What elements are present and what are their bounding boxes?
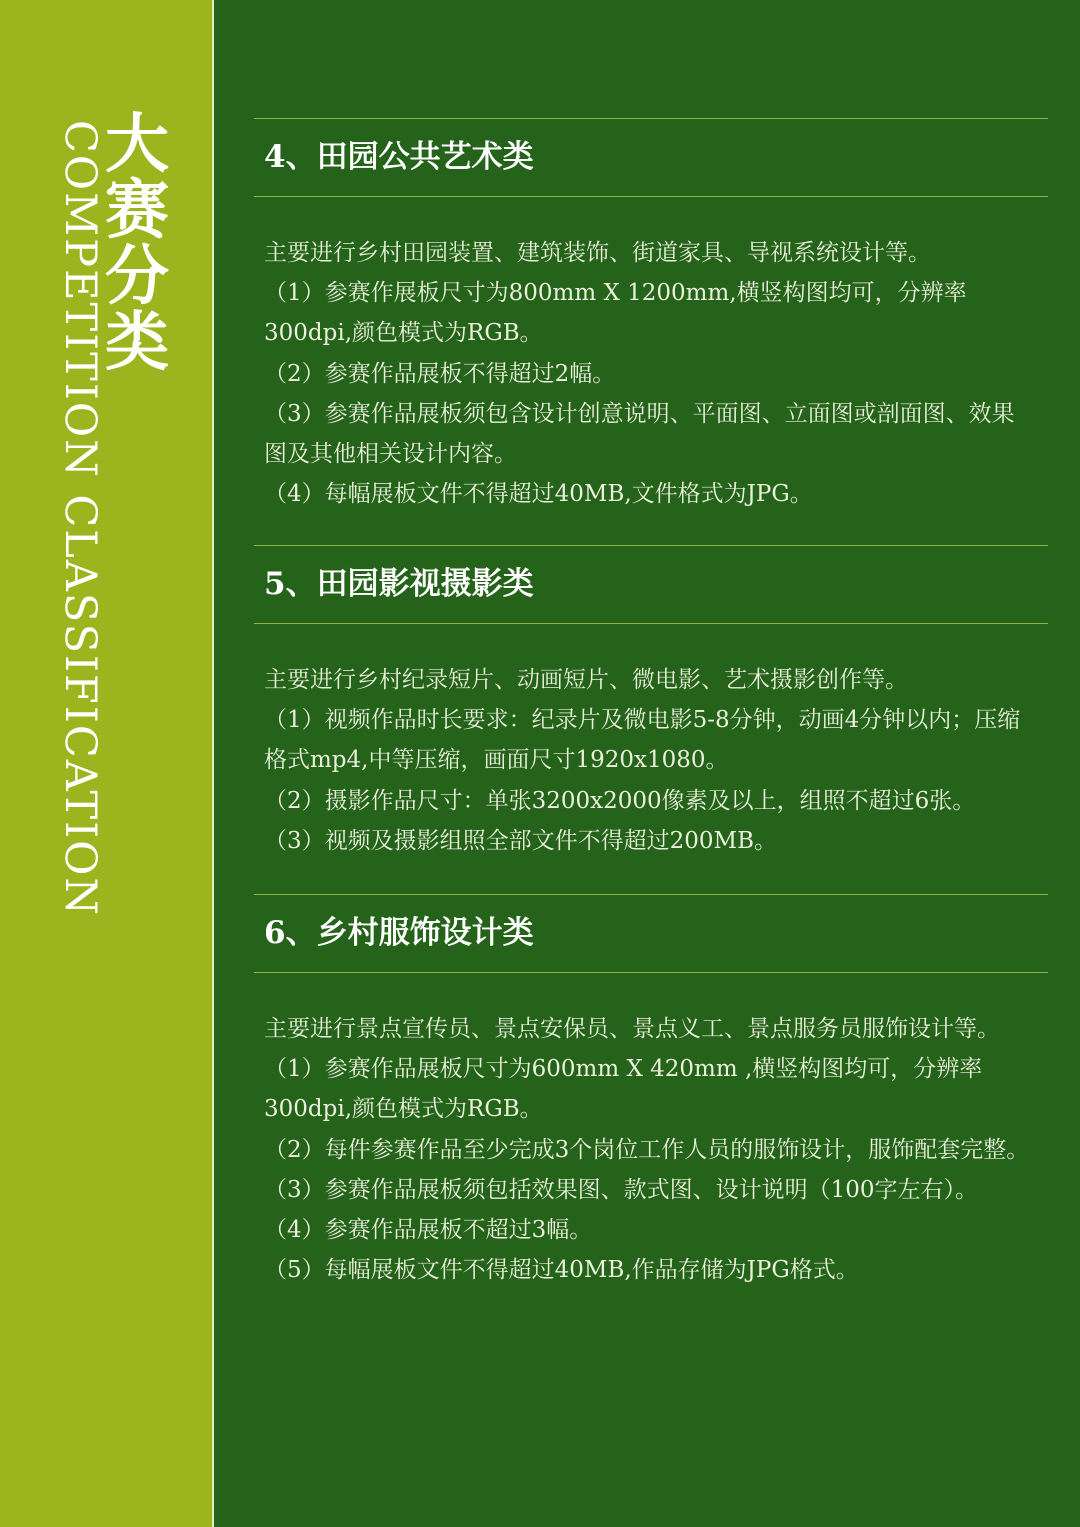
- body-line: 300dpi,颜色模式为RGB。: [264, 320, 543, 347]
- body-line: （4）每幅展板文件不得超过40MB,文件格式为JPG。: [264, 481, 813, 508]
- body-line: （1）参赛作展板尺寸为800mm X 1200mm,横竖构图均可，分辨率: [264, 280, 967, 307]
- body-line: 格式mp4,中等压缩，画面尺寸1920x1080。: [264, 747, 729, 774]
- body-line: （4）参赛作品展板不超过3幅。: [264, 1217, 593, 1244]
- body-line: 主要进行乡村纪录短片、动画短片、微电影、艺术摄影创作等。: [264, 667, 908, 693]
- section-title: 6、乡村服饰设计类: [264, 915, 534, 951]
- sidebar-title-cn: 大赛分类: [105, 107, 169, 380]
- main-content: [254, 118, 1048, 1309]
- section-body: [254, 197, 1048, 545]
- body-line: （2）参赛作品展板不得超过2幅。: [264, 360, 616, 387]
- body-line: （3）视频及摄影组照全部文件不得超过200MB。: [264, 827, 777, 854]
- body-line: 主要进行景点宣传员、景点安保员、景点义工、景点服务员服饰设计等。: [264, 1016, 1000, 1042]
- body-line: （1）视频作品时长要求：纪录片及微电影5-8分钟，动画4分钟以内；压缩: [264, 707, 1021, 734]
- section-film-photo: [254, 545, 1048, 894]
- sidebar-title-en: COMPETITION CLASSIFICATION: [55, 120, 105, 918]
- body-line: 300dpi,颜色模式为RGB。: [264, 1096, 543, 1123]
- body-line: 图及其他相关设计内容。: [264, 441, 517, 468]
- body-line: （1）参赛作品展板尺寸为600mm X 420mm ,横竖构图均可，分辨率: [264, 1056, 983, 1083]
- sidebar-divider: [212, 0, 214, 1527]
- body-line: （2）每件参赛作品至少完成3个岗位工作人员的服饰设计，服饰配套完整。: [264, 1136, 1030, 1163]
- section-body: [254, 624, 1048, 894]
- body-line: （3）参赛作品展板须包括效果图、款式图、设计说明（100字左右）。: [264, 1176, 979, 1203]
- section-public-art: [254, 118, 1048, 545]
- section-body: [254, 973, 1048, 1309]
- body-line: （2）摄影作品尺寸：单张3200x2000像素及以上，组照不超过6张。: [264, 787, 976, 814]
- section-title: 4、田园公共艺术类: [264, 139, 534, 175]
- sidebar: [0, 0, 212, 1527]
- section-title: 5、田园影视摄影类: [264, 566, 534, 602]
- body-line: 主要进行乡村田园装置、建筑装饰、街道家具、导视系统设计等。: [264, 240, 931, 266]
- body-line: （3）参赛作品展板须包含设计创意说明、平面图、立面图或剖面图、效果: [264, 400, 1015, 427]
- body-line: （5）每幅展板文件不得超过40MB,作品存储为JPG格式。: [264, 1257, 859, 1284]
- section-costume-design: [254, 894, 1048, 1309]
